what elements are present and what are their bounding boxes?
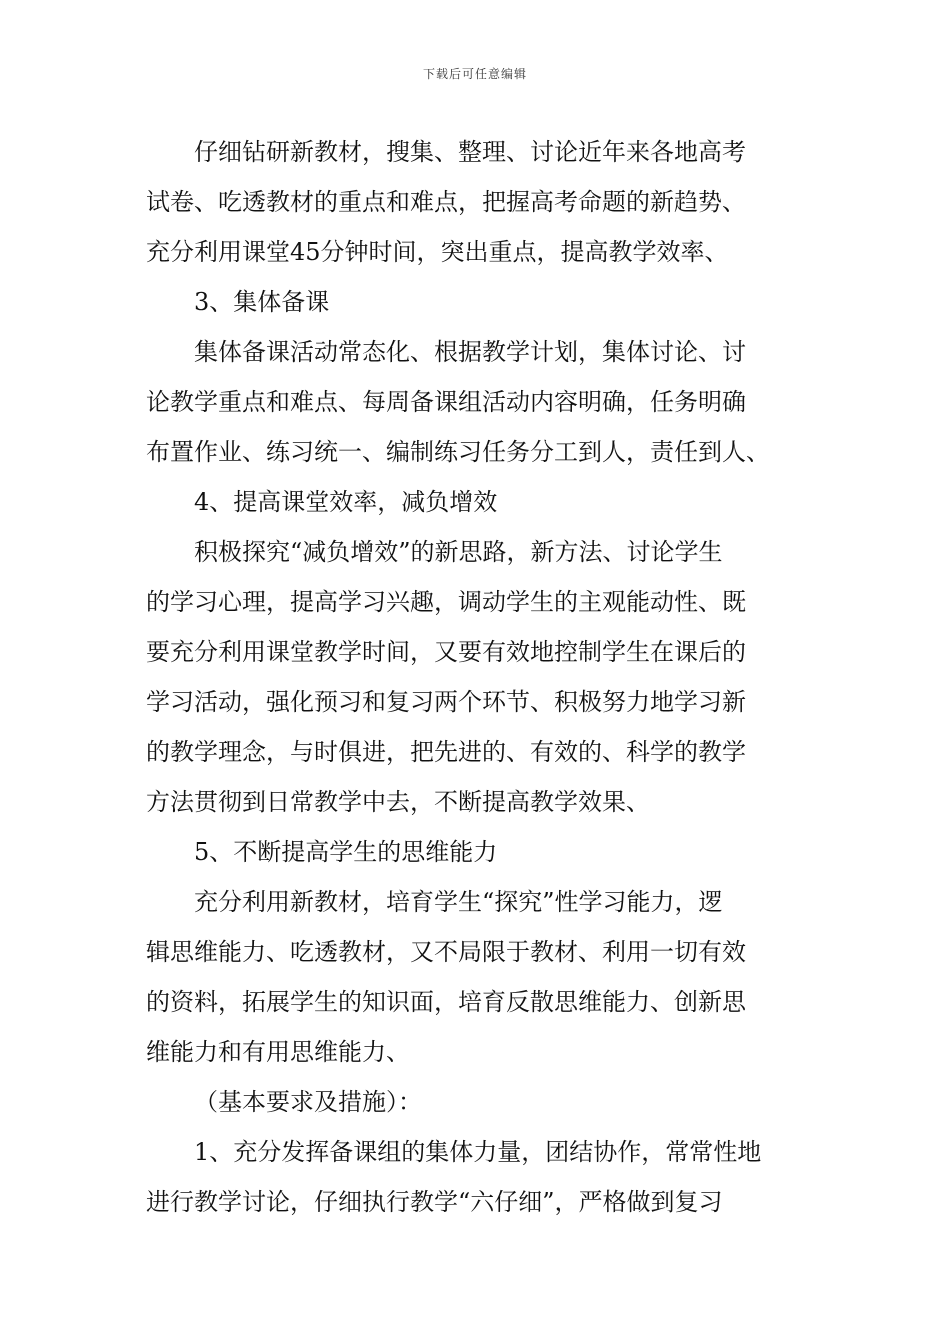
- text-line: 的学习心理，提高学习兴趣，调动学生的主观能动性、既: [146, 588, 746, 616]
- page-header: 下载后可任意编辑: [422, 67, 527, 81]
- section-heading-thinking-ability: 5、不断提高学生的思维能力: [194, 838, 498, 866]
- text-line: 充分利用课堂45分钟时间，突出重点，提高教学效率、: [146, 238, 729, 266]
- section-heading-collective-prep: 3、集体备课: [194, 288, 330, 316]
- section-heading-requirements: （基本要求及措施）：: [194, 1088, 422, 1116]
- document-body: [146, 127, 808, 1227]
- text-line: 积极探究“减负增效”的新思路，新方法、讨论学生: [194, 538, 723, 566]
- paragraph-thinking-ability: [146, 877, 808, 1077]
- section-heading-classroom-efficiency: 4、提高课堂效率，减负增效: [194, 488, 498, 516]
- paragraph-requirements: [146, 1127, 808, 1227]
- text-line: 1、充分发挥备课组的集体力量，团结协作，常常性地: [194, 1138, 762, 1166]
- text-line: 仔细钻研新教材，搜集、整理、讨论近年来各地高考: [194, 138, 746, 166]
- text-line: 集体备课活动常态化、根据教学计划，集体讨论、讨: [194, 338, 746, 366]
- text-line: 布置作业、练习统一、编制练习任务分工到人，责任到人、: [146, 438, 770, 466]
- text-line: 维能力和有用思维能力、: [146, 1038, 410, 1066]
- text-line: 论教学重点和难点、每周备课组活动内容明确，任务明确: [146, 388, 746, 416]
- text-line: 要充分利用课堂教学时间，又要有效地控制学生在课后的: [146, 638, 746, 666]
- text-line: 方法贯彻到日常教学中去，不断提高教学效果、: [146, 788, 650, 816]
- text-line: 的教学理念，与时俱进，把先进的、有效的、科学的教学: [146, 738, 746, 766]
- text-line: 辑思维能力、吃透教材，又不局限于教材、利用一切有效: [146, 938, 746, 966]
- paragraph-classroom-efficiency: [146, 527, 808, 827]
- text-line: 充分利用新教材，培育学生“探究”性学习能力，逻: [194, 888, 723, 916]
- text-line: 的资料，拓展学生的知识面，培育反散思维能力、创新思: [146, 988, 746, 1016]
- text-line: 试卷、吃透教材的重点和难点，把握高考命题的新趋势、: [146, 188, 746, 216]
- paragraph-study-materials: [146, 127, 808, 277]
- paragraph-collective-prep: [146, 327, 808, 477]
- text-line: 学习活动，强化预习和复习两个环节、积极努力地学习新: [146, 688, 746, 716]
- text-line: 进行教学讨论，仔细执行教学“六仔细”，严格做到复习: [146, 1188, 723, 1216]
